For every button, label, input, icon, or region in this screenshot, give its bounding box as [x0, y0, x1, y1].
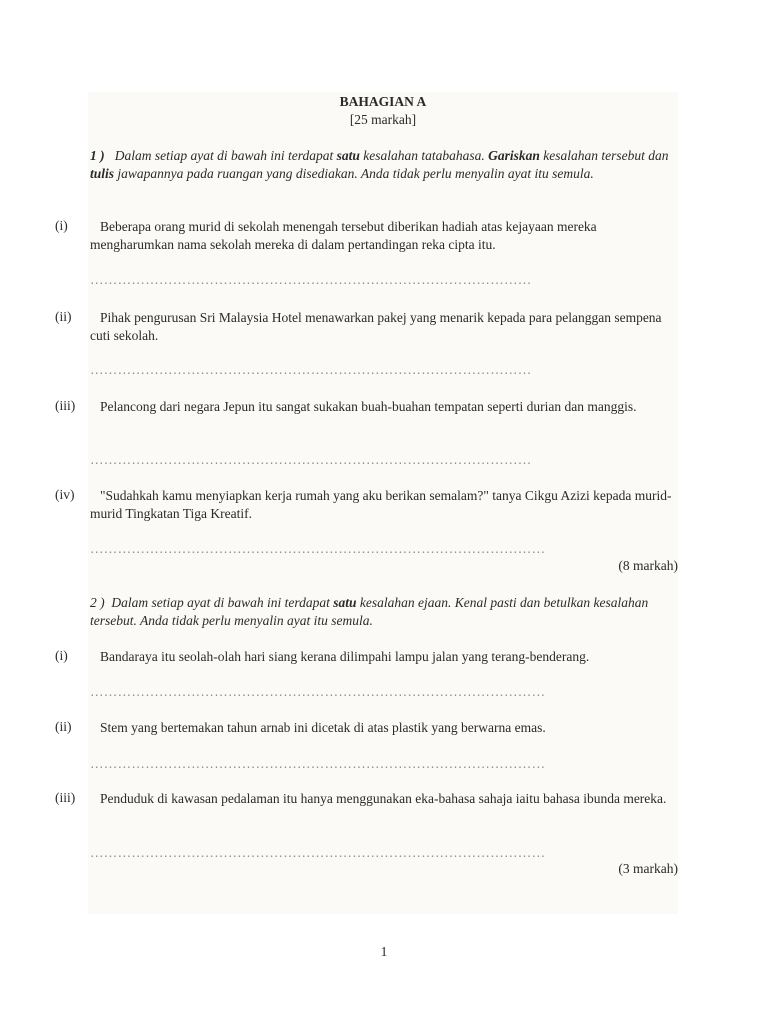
section2-number: 2 ) [90, 595, 105, 610]
section2-instructions [90, 594, 676, 630]
question-text: Penduduk di kawasan pedalaman itu hanya menggunakan eka-bahasa sahaja iaitu bahasa ibunda mereka. [100, 791, 667, 806]
section1-instructions [90, 147, 676, 183]
answer-line[interactable]: ……………………………………………………………………………………… [90, 845, 546, 860]
answer-line[interactable]: …………………………………………………………………………………… [90, 272, 532, 287]
question-number: (ii) [55, 719, 72, 734]
section-marks-total: [25 markah] [349, 112, 417, 127]
question-text: "Sudahkah kamu menyiapkan kerja rumah yang aku berikan semalam?" tanya Cikgu Azizi kepada murid-murid Tingkatan Tiga Kreatif. [90, 488, 672, 521]
section2-marks: (3 markah) [618, 861, 678, 876]
answer-line[interactable]: …………………………………………………………………………………… [90, 362, 532, 377]
section1-number: 1 ) [90, 148, 105, 163]
page-number: 1 [380, 944, 388, 959]
instr-text: Dalam setiap ayat di bawah ini terdapat [111, 595, 334, 610]
question-number: (iv) [55, 487, 75, 502]
question-number: (i) [55, 648, 68, 663]
section-title: BAHAGIAN A [339, 94, 427, 109]
question-number: (ii) [55, 309, 72, 324]
answer-line[interactable]: ……………………………………………………………………………………… [90, 541, 546, 556]
instr-emphasis: tulis [90, 166, 115, 181]
question-number: (iii) [55, 398, 76, 413]
section1-marks: (8 markah) [618, 558, 678, 573]
instr-text: Dalam setiap ayat di bawah ini terdapat [114, 148, 337, 163]
question-text: Stem yang bertemakan tahun arnab ini dicetak di atas plastik yang berwarna emas. [100, 720, 546, 735]
instr-emphasis: Gariskan [488, 148, 540, 163]
instr-emphasis: satu [336, 148, 360, 163]
question-number: (iii) [55, 790, 76, 805]
question-text: Pelancong dari negara Jepun itu sangat sukakan buah-buahan tempatan seperti durian dan manggis. [100, 399, 637, 414]
answer-line[interactable]: ……………………………………………………………………………………… [90, 756, 546, 771]
answer-line[interactable]: …………………………………………………………………………………… [90, 452, 532, 467]
instr-text: kesalahan ejaan. Kenal pasti dan betulkan kesalahan tersebut. Anda tidak perlu menyalin ayat itu semula. [90, 595, 649, 628]
question-text: Bandaraya itu seolah-olah hari siang kerana dilimpahi lampu jalan yang terang-benderang. [100, 649, 590, 664]
question-text: Beberapa orang murid di sekolah menengah tersebut diberikan hadiah atas kejayaan mereka mengharumkan nama sekolah mereka di dalam pertandingan reka cipta itu. [90, 219, 597, 252]
instr-text: jawapannya pada ruangan yang disediakan. Anda tidak perlu menyalin ayat itu semula. [114, 166, 594, 181]
instr-text: kesalahan tatabahasa. [359, 148, 489, 163]
instr-text: kesalahan tersebut dan [539, 148, 669, 163]
question-text: Pihak pengurusan Sri Malaysia Hotel menawarkan pakej yang menarik kepada para pelanggan sempena cuti sekolah. [90, 310, 662, 343]
question-number: (i) [55, 218, 68, 233]
instr-emphasis: satu [333, 595, 357, 610]
answer-line[interactable]: ……………………………………………………………………………………… [90, 684, 546, 699]
